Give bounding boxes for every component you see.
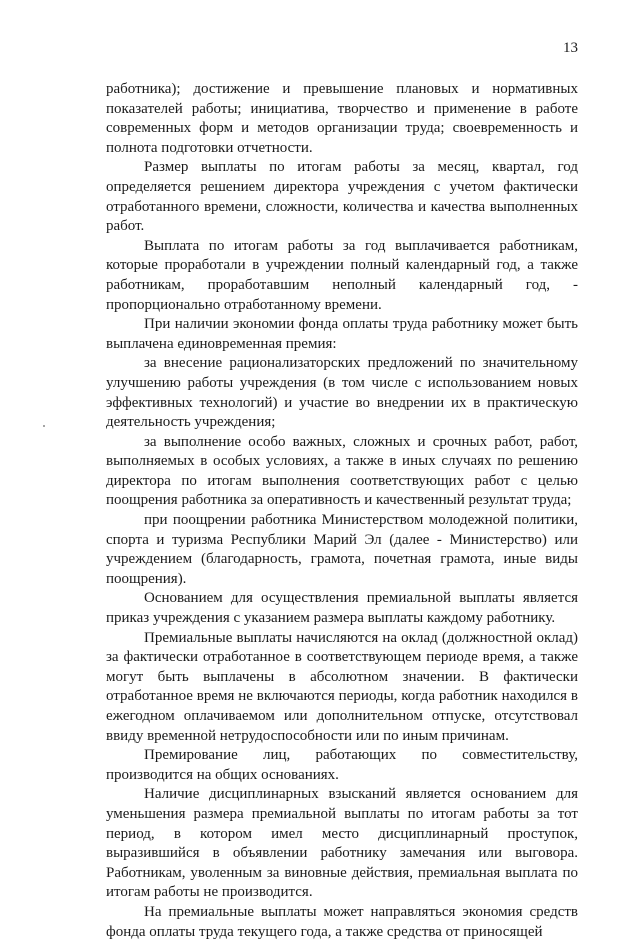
paragraph-continuation: работника); достижение и превышение плановых и нормативных показателей работы; инициатива, творчество и применение в работе современных форм и методов организации труда; своевременность и полнота подготовки отчетности. (106, 81, 578, 156)
page-number: 13 (563, 40, 578, 56)
paragraph-payment-size: Размер выплаты по итогам работы за месяц, квартал, год определяется решением директора учреждения с учетом фактически отработанного времени, сложности, количества и качества выполненных работ. (106, 159, 578, 235)
paragraph-part-time: Премирование лиц, работающих по совместительству, производится на общих основаниях. (106, 747, 578, 783)
paragraph-accrual: Премиальные выплаты начисляются на оклад (должностной оклад) за фактически отработанное в соответствующем периоде время, а также могут быть выплачены в абсолютном значении. В фактически отработанное время не включаются периоды, когда работник находился в ежегодном оплачиваемом или дополнительном отпуске, отсутствовал ввиду временной нетрудоспособности или по иным причинам. (106, 629, 578, 744)
paragraph-rationalization: за внесение рационализаторских предложений по значительному улучшению работы учреждения (в том числе с использованием новых эффективных технологий) и участие во внедрении их в практическую деятельность учреждения; (106, 355, 578, 431)
document-body (106, 80, 578, 942)
paragraph-funding: На премиальные выплаты может направляться экономия средств фонда оплаты труда текущего года, а также средства от приносящей (106, 903, 578, 940)
paragraph-annual-payment: Выплата по итогам работы за год выплачивается работникам, которые проработали в учреждении полный календарный год, а также работникам, проработавшим неполный календарный год, - пропорционально отработанному времени. (106, 237, 578, 313)
paragraph-ministry-award: при поощрении работника Министерством молодежной политики, спорта и туризма Республики Марий Эл (далее - Министерство) или учреждением (благодарность, грамота, почетная грамота, иные виды поощрения). (106, 512, 578, 587)
paragraph-important-work: за выполнение особо важных, сложных и срочных работ, работ, выполняемых в особых условиях, а также в иных случаях по решению директора по итогам выполнения соответствующих работ с целью поощрения работника за оперативность и качественный результат труда; (106, 433, 578, 509)
paragraph-basis-order: Основанием для осуществления премиальной выплаты является приказ учреждения с указанием размера выплаты каждому работнику. (106, 590, 578, 627)
paragraph-disciplinary: Наличие дисциплинарных взысканий является основанием для уменьшения размера премиальной выплаты по итогам работы за тот период, в котором имел место дисциплинарный проступок, выразившийся в объявлении работнику замечания или выговора. Работникам, уволенным за виновные действия, премиальная выплата по итогам работы не производится. (106, 786, 578, 901)
scan-speck (43, 425, 45, 427)
paragraph-one-time-bonus: При наличии экономии фонда оплаты труда работнику может быть выплачена единовременная премия: (106, 316, 578, 352)
